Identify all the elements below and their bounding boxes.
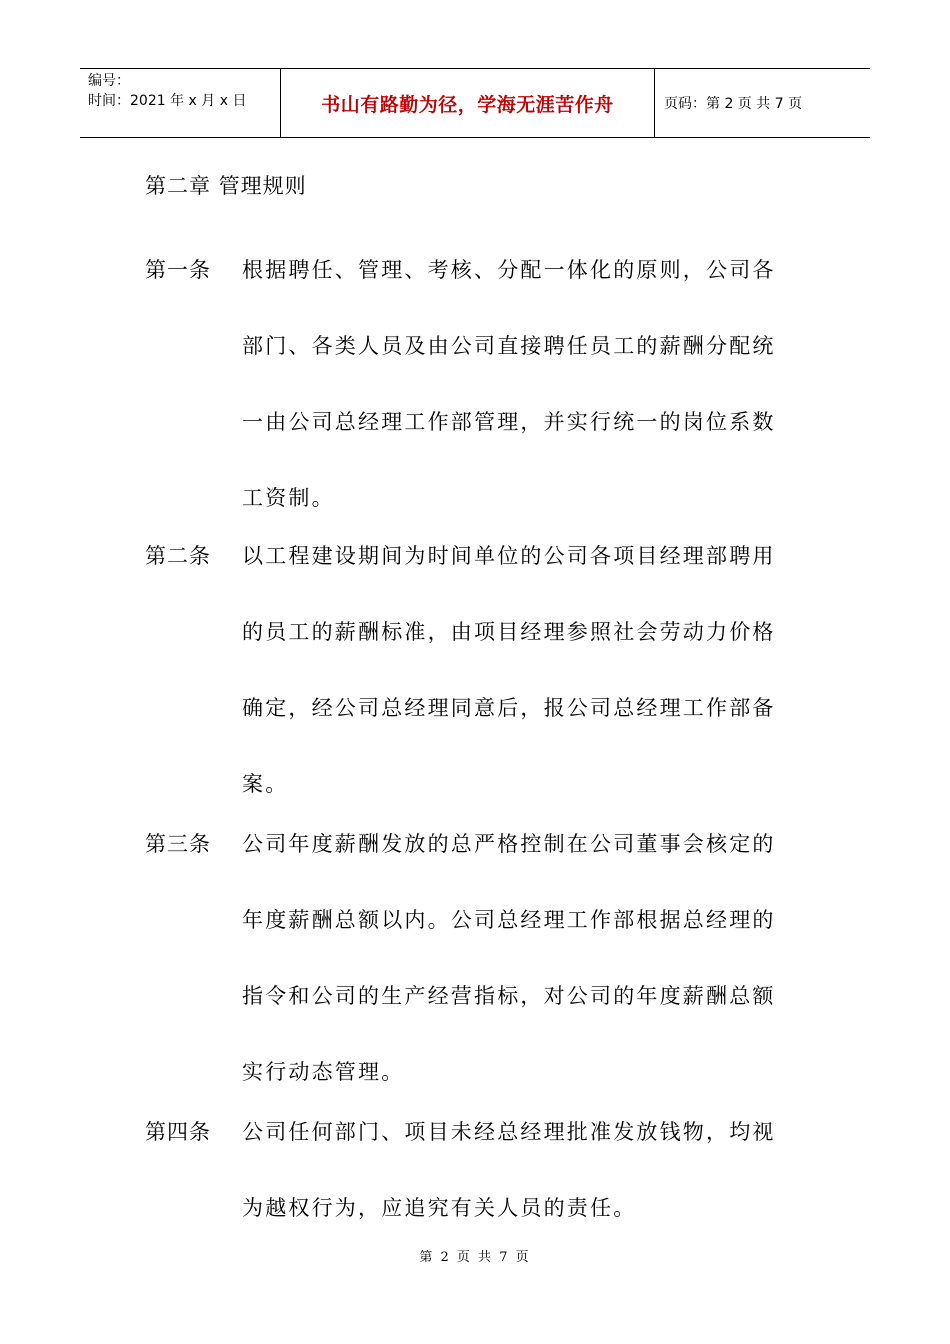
article-text (242, 518, 812, 822)
article-line: 部门、各类人员及由公司直接聘任员工的薪酬分配统 (242, 334, 776, 358)
header-divider (654, 69, 655, 137)
chapter-title: 第二章 管理规则 (145, 174, 307, 198)
article-line: 年度薪酬总额以内。公司总经理工作部根据总经理的 (242, 908, 776, 932)
document-number-label: 编号： (88, 73, 130, 89)
article-text (242, 232, 812, 536)
header-meta (88, 71, 278, 111)
article-number: 第一条 (145, 258, 211, 282)
article-line: 的员工的薪酬标准，由项目经理参照社会劳动力价格 (242, 620, 776, 644)
article-line: 公司任何部门、项目未经总经理批准发放钱物，均视 (242, 1120, 776, 1144)
article-line: 公司年度薪酬发放的总严格控制在公司董事会核定的 (242, 832, 776, 856)
header-page-number: 页码：第 2 页 共 7 页 (664, 96, 803, 112)
article-text (242, 1094, 812, 1246)
article-line: 一由公司总经理工作部管理，并实行统一的岗位系数 (242, 410, 776, 434)
header-motto: 书山有路勤为径，学海无涯苦作舟 (321, 93, 614, 116)
article-text (242, 806, 812, 1110)
article-line: 案。 (242, 772, 289, 796)
article-line: 确定，经公司总经理同意后，报公司总经理工作部备 (242, 696, 776, 720)
article-line: 指令和公司的生产经营指标，对公司的年度薪酬总额 (242, 984, 776, 1008)
article-number: 第四条 (145, 1120, 211, 1144)
article-line: 实行动态管理。 (242, 1060, 405, 1084)
document-date: 时间：2021 年 x 月 x 日 (88, 93, 247, 109)
article-line: 工资制。 (242, 486, 335, 510)
document-header (80, 68, 870, 138)
article-number: 第三条 (145, 832, 211, 856)
page-footer: 第 2 页 共 7 页 (419, 1250, 531, 1265)
article-number: 第二条 (145, 544, 211, 568)
article-line: 以工程建设期间为时间单位的公司各项目经理部聘用 (242, 544, 776, 568)
article-line: 为越权行为，应追究有关人员的责任。 (242, 1196, 637, 1220)
article-line: 根据聘任、管理、考核、分配一体化的原则，公司各 (242, 258, 776, 282)
